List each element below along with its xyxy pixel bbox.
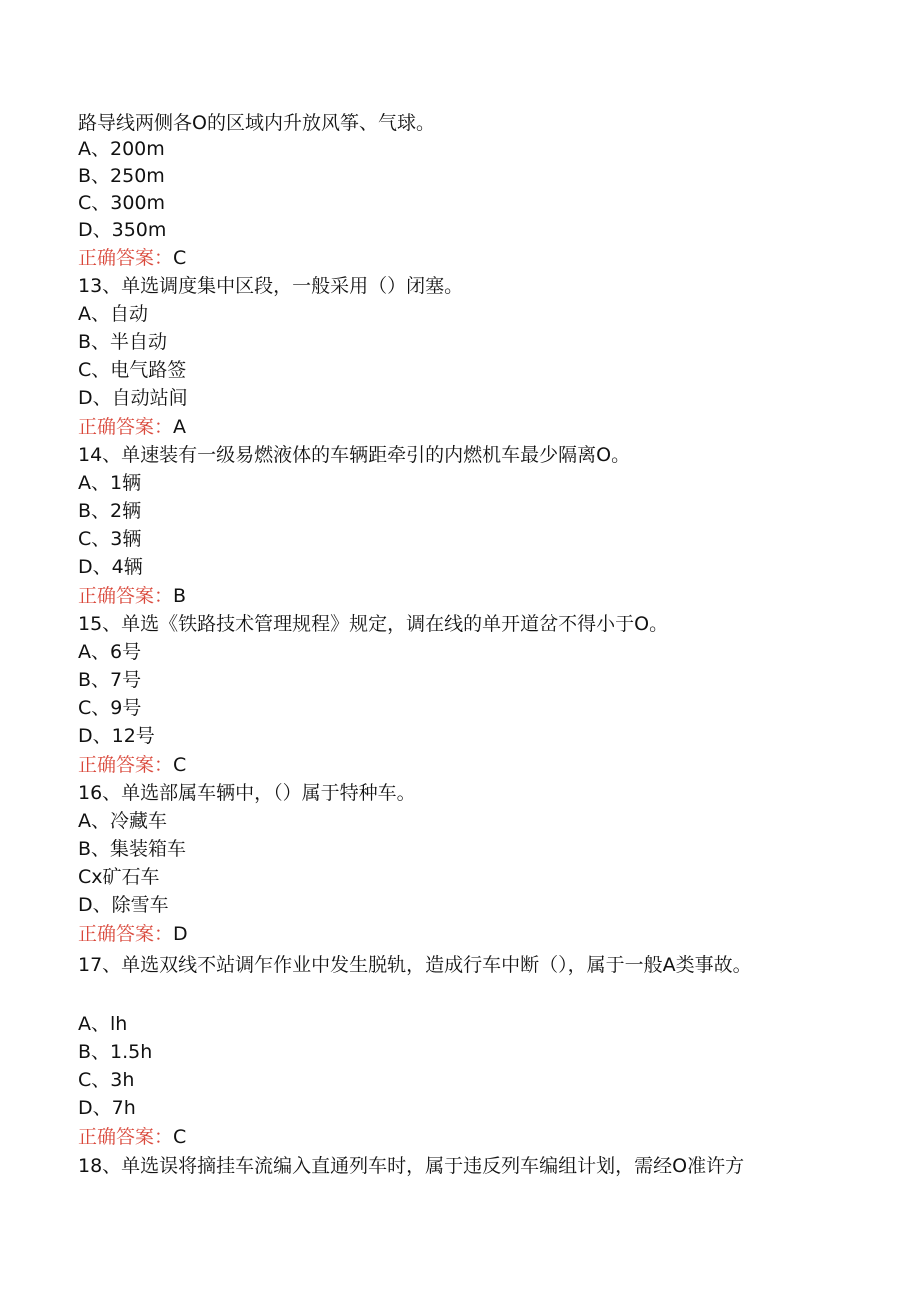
question-text: 16、单选部属车辆中，（）属于特种车。: [78, 782, 416, 804]
answer-value: D: [173, 923, 188, 945]
answer-value: B: [173, 585, 187, 607]
option-a: A、1辆: [78, 472, 142, 494]
option-b: B、250m: [78, 165, 165, 187]
option-a: A、lh: [78, 1013, 128, 1035]
answer-line: [78, 244, 830, 272]
option-b: B、7号: [78, 669, 142, 691]
option-b: B、半自动: [78, 331, 168, 353]
answer-value: C: [173, 247, 187, 269]
question-text: 14、单速装有一级易燃液体的车辆距牵引的内燃机车最少隔离O。: [78, 444, 631, 466]
option-d: D、自动站间: [78, 387, 188, 409]
answer-line: [78, 413, 830, 441]
option-b: B、1.5h: [78, 1041, 153, 1063]
option-c: C、300m: [78, 192, 166, 214]
question-text: 17、单选双线不站调乍作业中发生脱轨，造成行车中断（），属于一般A类事故。: [78, 954, 752, 976]
question-text: 13、单选调度集中区段，一般采用（）闭塞。: [78, 275, 464, 297]
option-b: B、2辆: [78, 500, 142, 522]
answer-value: C: [173, 754, 187, 776]
answer-label: 正确答案：: [78, 585, 174, 607]
answer-label: 正确答案：: [78, 247, 174, 269]
option-d: D、7h: [78, 1097, 136, 1119]
option-c: C、3h: [78, 1069, 135, 1091]
answer-label: 正确答案：: [78, 923, 174, 945]
option-c: C、9号: [78, 697, 142, 719]
option-b: B、集装箱车: [78, 838, 187, 860]
option-d: D、350m: [78, 219, 167, 241]
question-text: 15、单选《铁路技术管理规程》规定，调在线的单开道岔不得小于O。: [78, 613, 669, 635]
option-c: C、3辆: [78, 528, 142, 550]
answer-label: 正确答案：: [78, 1126, 174, 1148]
option-d: D、4辆: [78, 556, 143, 578]
option-a: A、冷藏车: [78, 810, 167, 832]
question-text: 路导线两侧各O的区域内升放风筝、气球。: [78, 112, 435, 134]
answer-line: [78, 582, 830, 610]
question-text: 18、单选误将摘挂车流编入直通列车时，属于违反列车编组计划，需经O准许方: [78, 1155, 745, 1177]
option-d: D、除雪车: [78, 894, 169, 916]
answer-line: [78, 920, 830, 948]
option-a: A、6号: [78, 641, 142, 663]
option-a: A、自动: [78, 303, 148, 325]
option-c: C、电气路签: [78, 359, 187, 381]
option-d: D、12号: [78, 725, 155, 747]
answer-line: [78, 751, 830, 779]
answer-label: 正确答案：: [78, 754, 174, 776]
option-c: Cx矿石车: [78, 866, 160, 888]
option-a: A、200m: [78, 138, 165, 160]
answer-value: A: [173, 416, 187, 438]
answer-line: [78, 1123, 830, 1151]
answer-value: C: [173, 1126, 187, 1148]
answer-label: 正确答案：: [78, 416, 174, 438]
